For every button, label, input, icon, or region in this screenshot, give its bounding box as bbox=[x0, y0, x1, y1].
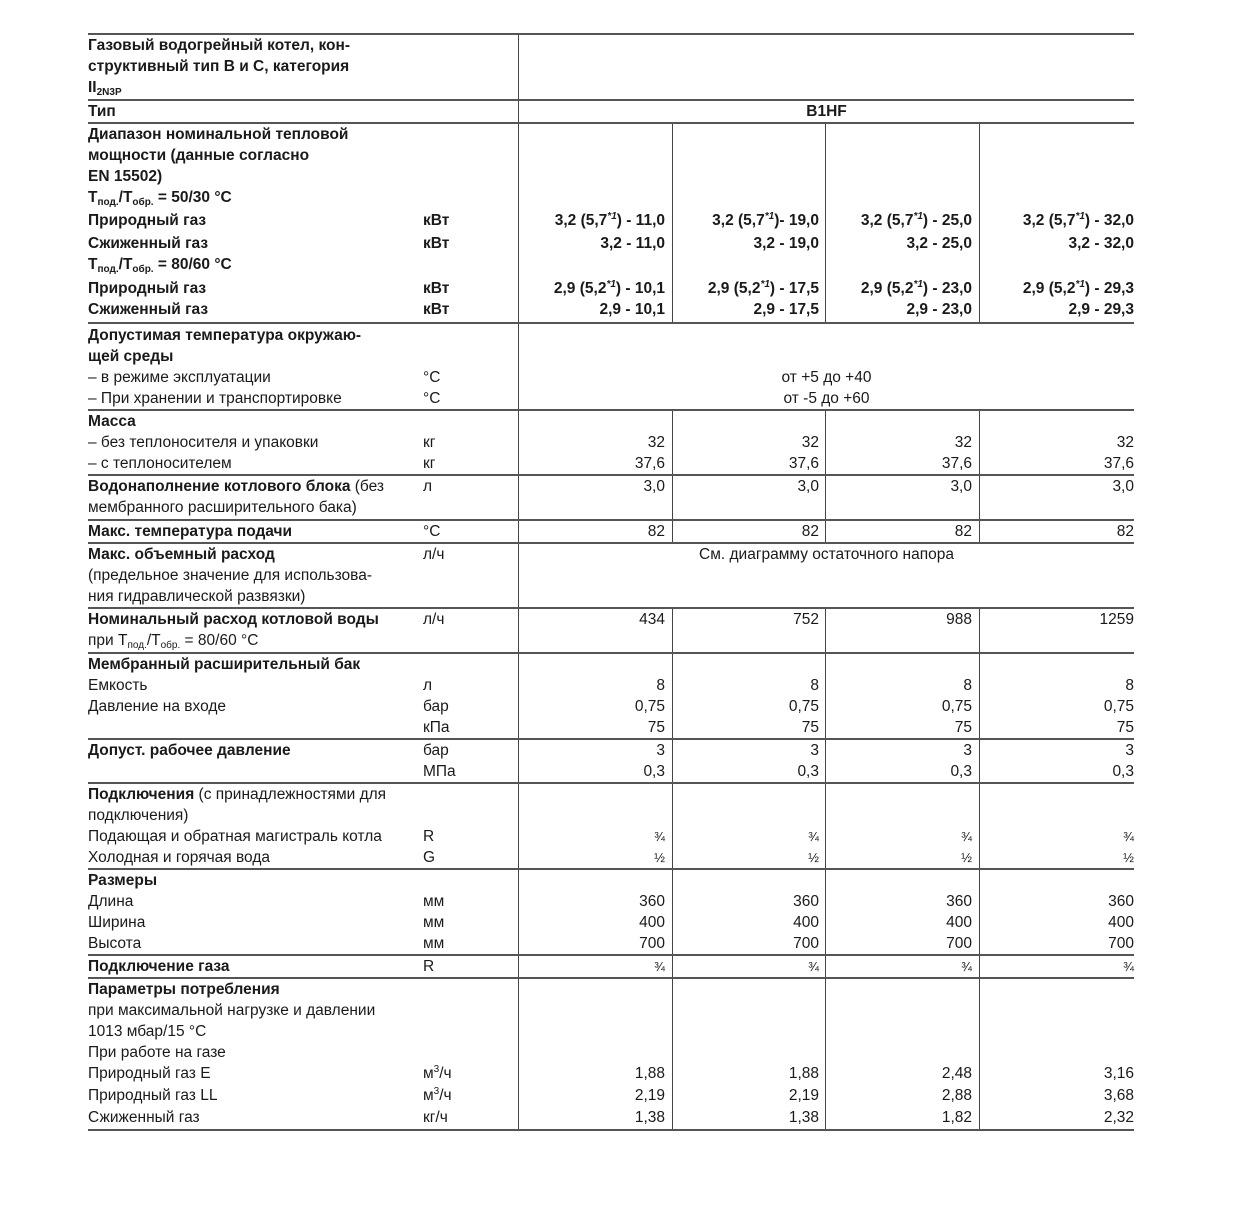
technical-data-table bbox=[88, 33, 1134, 1131]
title-line: Газовый водогрейный котел, кон- bbox=[88, 37, 351, 54]
row-unit: кПа bbox=[423, 719, 450, 736]
value-cell: ¾ bbox=[654, 959, 665, 974]
row-label: – При хранении и транспортировке bbox=[88, 390, 342, 407]
value-cell: 700 bbox=[793, 935, 819, 952]
type-value: B1HF bbox=[806, 103, 847, 120]
title-row bbox=[88, 56, 1134, 77]
ambient-title bbox=[88, 325, 1134, 346]
t-symbol: T bbox=[88, 256, 98, 273]
row-label: при $T_{под.}/T_{обр.} = 80/60$ °C bbox=[88, 632, 259, 651]
row-unit: кВт bbox=[423, 235, 450, 252]
value-cell: 1,88 bbox=[788, 1065, 819, 1082]
value-cell: 32 bbox=[647, 434, 665, 451]
value-cell: 2,9 (5,2$^{*1}$) - 17,5 bbox=[707, 279, 819, 297]
value-cell: 3 bbox=[1125, 742, 1134, 759]
row-label: Сжиженный газ bbox=[88, 301, 209, 318]
value-cell: 2,9 (5,2$^{*1}$) - 10,1 bbox=[553, 279, 665, 297]
row-unit: л/ч bbox=[423, 611, 445, 628]
section-title: Размеры bbox=[88, 872, 158, 889]
value-cell: 360 bbox=[639, 893, 665, 910]
max-flow-temp-section bbox=[88, 519, 1134, 542]
ambient-operation-row bbox=[88, 367, 1134, 388]
t-symbol: T bbox=[122, 189, 133, 206]
value-cell: 75 bbox=[1116, 719, 1134, 736]
value-cell: 2,9 - 10,1 bbox=[599, 301, 665, 318]
value-cell: ¾ bbox=[1123, 829, 1134, 844]
row-unit: кВт bbox=[423, 212, 450, 229]
value-cell: 75 bbox=[647, 719, 665, 736]
value-cell: См. диаграмму остаточного напора bbox=[699, 546, 954, 563]
value-cell: 3,2 - 19,0 bbox=[753, 235, 819, 252]
flow-return-row bbox=[88, 826, 1134, 847]
row-unit: кВт bbox=[423, 280, 450, 297]
value-cell: 2,9 - 29,3 bbox=[1068, 301, 1134, 318]
operating-pressure-bar-row bbox=[88, 740, 1134, 761]
value-cell: ½ bbox=[961, 850, 972, 865]
value-cell: 3,2 (5,7$^{*1}$) - 25,0 bbox=[860, 211, 972, 229]
value-cell: 0,3 bbox=[950, 763, 972, 780]
power-title-line: Диапазон номинальной тепловой bbox=[88, 126, 349, 143]
row-label: Водонаполнение котлового блока (без bbox=[88, 478, 385, 495]
mass-title bbox=[88, 411, 1134, 432]
dimensions-title bbox=[88, 870, 1134, 891]
lpg-8060-row bbox=[88, 299, 1134, 320]
value-cell: 2,9 - 23,0 bbox=[906, 301, 972, 318]
value-cell: 2,19 bbox=[634, 1087, 665, 1104]
length-row bbox=[88, 891, 1134, 912]
condition-8060 bbox=[88, 254, 1134, 275]
value-cell: 700 bbox=[1108, 935, 1134, 952]
row-unit: кг bbox=[423, 455, 436, 472]
gas-connection-section bbox=[88, 954, 1134, 977]
row-label: Макс. температура подачи bbox=[88, 523, 293, 540]
mass-filled-row bbox=[88, 453, 1134, 474]
value-cell: 2,48 bbox=[941, 1065, 972, 1082]
value-cell: 360 bbox=[946, 893, 972, 910]
value-cell: 3,16 bbox=[1103, 1065, 1134, 1082]
row-label: Природный газ bbox=[88, 280, 207, 297]
value-cell: 2,32 bbox=[1103, 1109, 1134, 1126]
connections-section bbox=[88, 782, 1134, 868]
power-title bbox=[88, 166, 1134, 187]
value-cell: 1,38 bbox=[634, 1109, 665, 1126]
value-cell: 37,6 bbox=[1103, 455, 1134, 472]
consumption-title bbox=[88, 979, 1134, 1000]
row-unit: R bbox=[423, 958, 435, 975]
value-cell: 0,75 bbox=[788, 698, 819, 715]
row-unit: л/ч bbox=[423, 546, 445, 563]
row-unit: °C bbox=[423, 369, 441, 386]
title-line: структивный тип B и C, категория bbox=[88, 58, 350, 75]
value-cell: 3,2 (5,7$^{*1}$) - 11,0 bbox=[554, 211, 665, 229]
t-symbol: T bbox=[88, 189, 98, 206]
row-label: Сжиженный газ bbox=[88, 1109, 200, 1126]
value-cell: 37,6 bbox=[634, 455, 665, 472]
category-row bbox=[88, 77, 1134, 98]
value-cell: 3,0 bbox=[1112, 478, 1134, 495]
row-label: при максимальной нагрузке и давлении bbox=[88, 1002, 376, 1019]
value-cell: ¾ bbox=[654, 829, 665, 844]
value-cell: ¾ bbox=[961, 959, 972, 974]
row-unit: °C bbox=[423, 390, 441, 407]
type-row bbox=[88, 101, 1134, 122]
row-unit: л bbox=[423, 478, 433, 495]
inlet-pressure-bar-row bbox=[88, 696, 1134, 717]
value-cell: 400 bbox=[946, 914, 972, 931]
connections-title bbox=[88, 784, 1134, 805]
connections-title-line2 bbox=[88, 805, 1134, 826]
capacity-row bbox=[88, 675, 1134, 696]
row-unit: R bbox=[423, 828, 435, 845]
value-cell: 32 bbox=[954, 434, 972, 451]
row-unit: мм bbox=[423, 893, 445, 910]
value-cell: 82 bbox=[1116, 523, 1134, 540]
operating-pressure-section bbox=[88, 738, 1134, 782]
dimensions-section bbox=[88, 868, 1134, 954]
value-cell: 3,2 - 25,0 bbox=[906, 235, 972, 252]
row-unit: кг/ч bbox=[423, 1109, 448, 1126]
row-label: 1013 мбар/15 °C bbox=[88, 1023, 207, 1040]
value-cell: 8 bbox=[963, 677, 972, 694]
row-label: Макс. объемный расход bbox=[88, 546, 275, 563]
value-cell: 2,9 - 17,5 bbox=[753, 301, 819, 318]
value-cell: 1259 bbox=[1099, 611, 1134, 628]
row-label: Длина bbox=[88, 893, 134, 910]
row-unit: °C bbox=[423, 523, 441, 540]
value-cell: 0,75 bbox=[941, 698, 972, 715]
value-cell: 360 bbox=[793, 893, 819, 910]
operating-pressure-mpa-row bbox=[88, 761, 1134, 782]
ambient-title-line: щей среды bbox=[88, 348, 174, 365]
value-cell: 82 bbox=[801, 523, 819, 540]
max-volume-flow-row bbox=[88, 544, 1134, 565]
water-content-section bbox=[88, 474, 1134, 519]
row-unit: кВт bbox=[423, 301, 450, 318]
value-cell: 1,38 bbox=[788, 1109, 819, 1126]
row-label: Номинальный расход котловой воды bbox=[88, 611, 379, 628]
row-unit: $м^3/ч$ bbox=[423, 1064, 452, 1082]
consumption-note bbox=[88, 1000, 1134, 1021]
row-label: Высота bbox=[88, 935, 142, 952]
category-main: II bbox=[88, 79, 97, 96]
row-label: Давление на входе bbox=[88, 698, 227, 715]
value-cell: 3,2 (5,7$^{*1}$)- 19,0 bbox=[712, 211, 819, 229]
row-label: – без теплоносителя и упаковки bbox=[88, 434, 319, 451]
expansion-tank-section bbox=[88, 652, 1134, 738]
condition-value: = 50/30 °C bbox=[153, 189, 232, 206]
value-cell: 3 bbox=[810, 742, 819, 759]
row-label: Ширина bbox=[88, 914, 146, 931]
section-title: Подключения (с принадлежностями для bbox=[88, 786, 387, 803]
ng-ll-row bbox=[88, 1085, 1134, 1106]
row-label: Сжиженный газ bbox=[88, 235, 209, 252]
lpg-5030-row bbox=[88, 233, 1134, 254]
value-cell: 400 bbox=[639, 914, 665, 931]
max-flow-temp-row bbox=[88, 521, 1134, 542]
row-label: Природный газ E bbox=[88, 1065, 211, 1082]
power-title bbox=[88, 124, 1134, 145]
consumption-section bbox=[88, 977, 1134, 1131]
condition-label: $T_{под.}/T_{обр.} = 80/60$ °C bbox=[88, 256, 232, 275]
value-cell: 8 bbox=[810, 677, 819, 694]
value-cell: ½ bbox=[808, 850, 819, 865]
row-unit: л bbox=[423, 677, 433, 694]
section-title: Мембранный расширительный бак bbox=[88, 656, 361, 673]
row-unit: мм bbox=[423, 935, 445, 952]
value-cell: 3,0 bbox=[950, 478, 972, 495]
value-cell: 0,75 bbox=[634, 698, 665, 715]
value-cell: 37,6 bbox=[788, 455, 819, 472]
water-content-row bbox=[88, 476, 1134, 497]
ambient-section bbox=[88, 322, 1134, 409]
value-cell: 32 bbox=[801, 434, 819, 451]
value-cell: ¾ bbox=[961, 829, 972, 844]
nominal-flow-section bbox=[88, 607, 1134, 652]
height-row bbox=[88, 933, 1134, 954]
condition-5030 bbox=[88, 187, 1134, 208]
power-title-line: мощности (данные согласно bbox=[88, 147, 310, 164]
value-cell: 1,88 bbox=[634, 1065, 665, 1082]
row-label: – в режиме эксплуатации bbox=[88, 369, 271, 386]
nominal-flow-condition bbox=[88, 630, 1134, 651]
value-cell: 8 bbox=[656, 677, 665, 694]
consumption-note bbox=[88, 1042, 1134, 1063]
value-cell: 0,75 bbox=[1103, 698, 1134, 715]
value-cell: 3,0 bbox=[643, 478, 665, 495]
max-volume-flow-note bbox=[88, 586, 1134, 607]
row-label: Природный газ bbox=[88, 212, 207, 229]
row-unit: МПа bbox=[423, 763, 456, 780]
value-cell: 400 bbox=[793, 914, 819, 931]
category-label bbox=[88, 77, 122, 98]
row-unit: бар bbox=[423, 742, 449, 759]
value-cell: 3 bbox=[656, 742, 665, 759]
category-sub: 2N3P bbox=[96, 87, 122, 98]
lpg-consumption-row bbox=[88, 1107, 1134, 1128]
value-cell: от +5 до +40 bbox=[781, 369, 872, 386]
type-label: Тип bbox=[88, 103, 116, 120]
row-label: Холодная и горячая вода bbox=[88, 849, 271, 866]
gas-connection-row bbox=[88, 956, 1134, 977]
header-section bbox=[88, 33, 1134, 99]
value-cell: 32 bbox=[1116, 434, 1134, 451]
row-label: ния гидравлической развязки) bbox=[88, 588, 306, 605]
value-cell: 75 bbox=[801, 719, 819, 736]
section-title: Масса bbox=[88, 413, 136, 430]
row-unit: бар bbox=[423, 698, 449, 715]
value-cell: 3,2 - 11,0 bbox=[600, 235, 665, 252]
ambient-storage-row bbox=[88, 388, 1134, 409]
value-cell: 988 bbox=[946, 611, 972, 628]
value-cell: ½ bbox=[1123, 850, 1134, 865]
mass-empty-row bbox=[88, 432, 1134, 453]
title-row bbox=[88, 35, 1134, 56]
value-cell: 2,9 (5,2$^{*1}$) - 23,0 bbox=[860, 279, 972, 297]
value-cell: 700 bbox=[639, 935, 665, 952]
section-title: подключения) bbox=[88, 807, 189, 824]
max-volume-flow-note bbox=[88, 565, 1134, 586]
value-cell: 360 bbox=[1108, 893, 1134, 910]
power-title bbox=[88, 145, 1134, 166]
expansion-tank-title bbox=[88, 654, 1134, 675]
row-unit: мм bbox=[423, 914, 445, 931]
value-cell: 3,2 - 32,0 bbox=[1068, 235, 1134, 252]
row-unit: кг bbox=[423, 434, 436, 451]
t-sub: под. bbox=[97, 264, 119, 275]
cold-hot-water-row bbox=[88, 847, 1134, 868]
value-cell: ¾ bbox=[808, 959, 819, 974]
ambient-title bbox=[88, 346, 1134, 367]
value-cell: 0,3 bbox=[1112, 763, 1134, 780]
value-cell: 37,6 bbox=[941, 455, 972, 472]
value-cell: 752 bbox=[793, 611, 819, 628]
value-cell: 400 bbox=[1108, 914, 1134, 931]
nominal-flow-row bbox=[88, 609, 1134, 630]
value-cell: ½ bbox=[654, 850, 665, 865]
value-cell: 0,3 bbox=[797, 763, 819, 780]
consumption-note bbox=[88, 1021, 1134, 1042]
value-cell: ¾ bbox=[1123, 959, 1134, 974]
row-label: Подающая и обратная магистраль котла bbox=[88, 828, 382, 845]
value-cell: от -5 до +60 bbox=[783, 390, 870, 407]
row-label: Емкость bbox=[88, 677, 148, 694]
value-cell: 82 bbox=[954, 523, 972, 540]
value-cell: 82 bbox=[647, 523, 665, 540]
value-cell: 3,0 bbox=[797, 478, 819, 495]
value-cell: 0,3 bbox=[643, 763, 665, 780]
ng-e-row bbox=[88, 1063, 1134, 1084]
width-row bbox=[88, 912, 1134, 933]
max-volume-flow-section bbox=[88, 542, 1134, 607]
power-title-line: EN 15502) bbox=[88, 168, 163, 185]
value-cell: 700 bbox=[946, 935, 972, 952]
value-cell: 2,88 bbox=[941, 1087, 972, 1104]
row-label: Природный газ LL bbox=[88, 1087, 218, 1104]
row-label: – с теплоносителем bbox=[88, 455, 232, 472]
condition-label: $T_{под.}/T_{обр.} = 50/30$ °C bbox=[88, 189, 232, 208]
section-title: Параметры потребления bbox=[88, 981, 280, 998]
t-sub: обр. bbox=[132, 264, 154, 275]
value-cell: ¾ bbox=[808, 829, 819, 844]
value-cell: 3 bbox=[963, 742, 972, 759]
ng-8060-row bbox=[88, 278, 1134, 299]
water-content-line2 bbox=[88, 497, 1134, 518]
ng-5030-row bbox=[88, 210, 1134, 231]
ambient-title-line: Допустимая температура окружаю- bbox=[88, 327, 362, 344]
row-label: (предельное значение для использова- bbox=[88, 567, 373, 584]
row-label: При работе на газе bbox=[88, 1044, 226, 1061]
value-cell: 2,19 bbox=[788, 1087, 819, 1104]
t-sub: под. bbox=[97, 197, 119, 208]
row-label: Допуст. рабочее давление bbox=[88, 742, 291, 759]
value-cell: 3,68 bbox=[1103, 1087, 1134, 1104]
value-cell: 434 bbox=[639, 611, 665, 628]
t-sub: обр. bbox=[132, 197, 154, 208]
value-cell: 8 bbox=[1125, 677, 1134, 694]
row-unit: $м^3/ч$ bbox=[423, 1086, 452, 1104]
value-cell: 1,82 bbox=[941, 1109, 972, 1126]
mass-section bbox=[88, 409, 1134, 474]
type-section bbox=[88, 99, 1134, 122]
condition-value: = 80/60 °C bbox=[153, 256, 232, 273]
inlet-pressure-kpa-row bbox=[88, 717, 1134, 738]
value-cell: 3,2 (5,7$^{*1}$) - 32,0 bbox=[1022, 211, 1134, 229]
value-cell: 2,9 (5,2$^{*1}$) - 29,3 bbox=[1022, 279, 1134, 297]
row-unit: G bbox=[423, 849, 436, 866]
value-cell: 75 bbox=[954, 719, 972, 736]
row-label: мембранного расширительного бака) bbox=[88, 499, 357, 516]
t-symbol: T bbox=[122, 256, 133, 273]
row-label: Подключение газа bbox=[88, 958, 230, 975]
power-section bbox=[88, 122, 1134, 322]
